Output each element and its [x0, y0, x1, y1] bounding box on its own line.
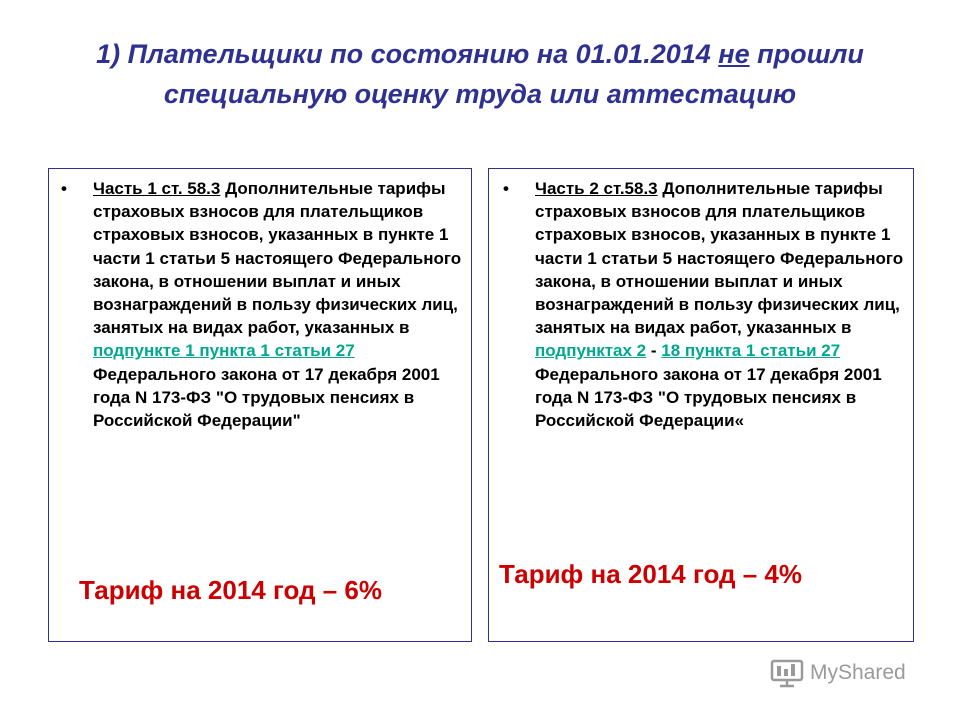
title-rest: прошли специальную оценку труда или аттестацию [163, 39, 864, 109]
right-article-ref[interactable]: Часть 2 ст.58.3 [535, 179, 658, 198]
right-panel [488, 168, 914, 642]
bullet-icon: • [61, 179, 67, 198]
right-law-link-2[interactable]: 18 пункта 1 статьи 27 [661, 341, 841, 361]
right-law-link-1[interactable]: подпунктах 2 [535, 341, 647, 361]
right-dash: - [646, 341, 662, 361]
presentation-icon [770, 658, 804, 688]
left-text-after-link: Федерального закона от 17 декабря 2001 года N 173-ФЗ "О трудовых пенсиях в Российской Федерации" [93, 364, 440, 431]
right-text-before-link: Дополнительные тарифы страховых взносов для плательщиков страховых взносов, указанных в пункте 1 части 1 статьи 5 настоящего Федерального закона, в отношении выплат и иных вознаграждений в пользу физических лиц, занятых на видах работ, указанных в [535, 179, 904, 338]
left-panel [48, 168, 472, 642]
watermark-logo [770, 656, 906, 690]
left-paragraph [93, 177, 465, 432]
title-main: 1) Плательщики по состоянию на 01.01.2014 [96, 39, 719, 69]
title-underlined-word: не [718, 39, 750, 69]
left-article-ref[interactable]: Часть 1 ст. 58.3 [93, 179, 221, 198]
left-law-link[interactable]: подпункте 1 пункта 1 статьи 27 [93, 341, 355, 361]
left-tariff: Тариф на 2014 год – 6% [79, 575, 382, 605]
right-text-after-link: Федерального закона от 17 декабря 2001 года N 173-ФЗ "О трудовых пенсиях в Российской Федерации« [535, 364, 882, 431]
left-text-before-link: Дополнительные тарифы страховых взносов для плательщиков страховых взносов, указанных в пункте 1 части 1 статьи 5 настоящего Федерального закона, в отношении выплат и иных вознаграждений в пользу физических лиц, занятых на видах работ, указанных в [93, 179, 462, 338]
right-paragraph [535, 177, 907, 432]
right-tariff: Тариф на 2014 год – 4% [499, 559, 802, 589]
bullet-icon: • [503, 179, 509, 198]
slide-title [60, 34, 900, 114]
watermark-text: MyShared [810, 661, 906, 684]
